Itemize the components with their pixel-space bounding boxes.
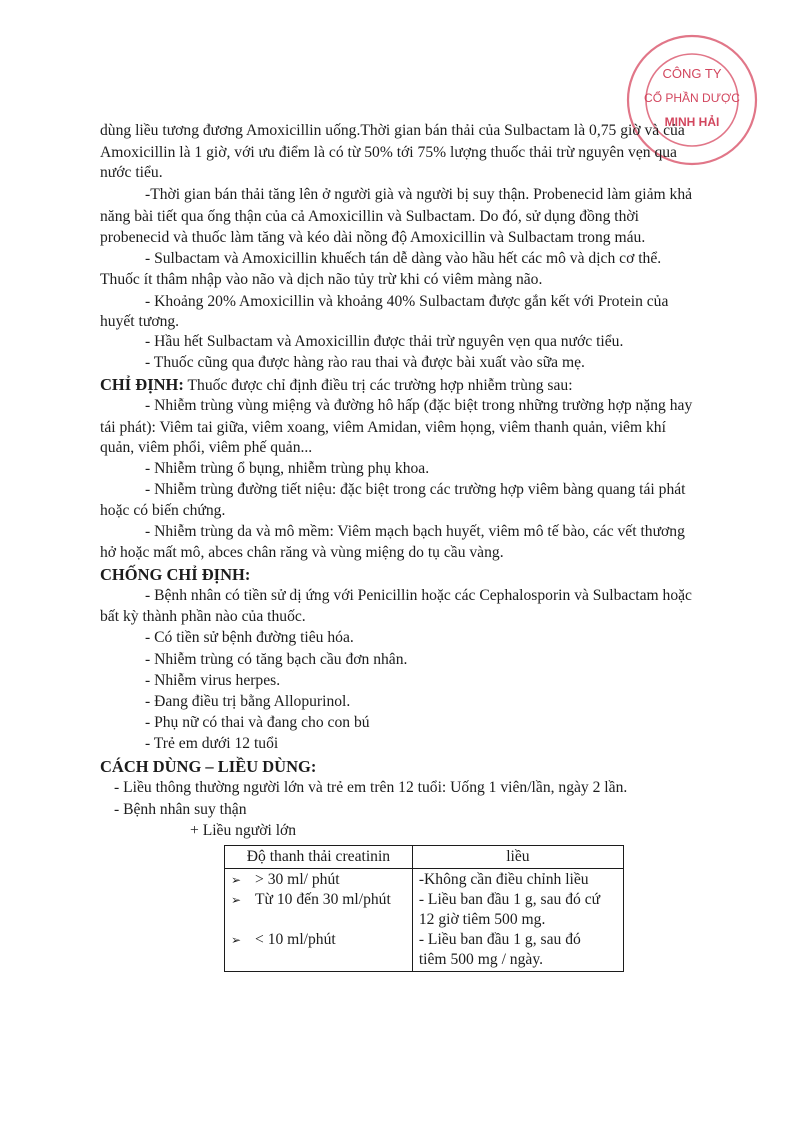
- contraindication-line: - Có tiền sử bệnh đường tiêu hóa.: [145, 629, 354, 646]
- body-line: - Hầu hết Sulbactam và Amoxicillin được thải trừ nguyên vẹn qua nước tiểu.: [145, 333, 624, 350]
- indication-line: hở hoặc mất mô, abces chân răng và vùng miệng do tụ cầu vàng.: [100, 544, 504, 561]
- seal-text-line2: CỔ PHẦN DƯỢC: [644, 91, 740, 105]
- table-header-row: [225, 846, 624, 869]
- spacer: [231, 910, 406, 930]
- body-line: - Thuốc cũng qua được hàng rào rau thai và được bài xuất vào sữa mẹ.: [145, 354, 585, 371]
- indication-line: quản, viêm phổi, viêm phế quản...: [100, 439, 313, 456]
- arrow-bullet-icon: ➢: [231, 933, 242, 947]
- clearance-item: [231, 870, 406, 890]
- body-line: -Thời gian bán thải tăng lên ở người già và người bị suy thận. Probenecid làm giảm khả: [145, 186, 693, 203]
- table-header-clearance: Độ thanh thải creatinin: [225, 846, 413, 869]
- contraindication-line: - Phụ nữ có thai và đang cho con bú: [145, 714, 370, 731]
- clearance-item: [231, 930, 406, 950]
- contraindication-line: - Trẻ em dưới 12 tuổi: [145, 735, 279, 752]
- body-line: Amoxicillin là 1 giờ, với ưu điểm là có từ 50% tới 75% lượng thuốc thải trừ nguyên vẹn qua: [100, 144, 677, 161]
- dosage-line: + Liều người lớn: [190, 822, 297, 839]
- clearance-value: < 10 ml/phút: [255, 931, 336, 948]
- contraindications-heading: CHỐNG CHỈ ĐỊNH:: [100, 565, 251, 584]
- dosage-line: - Liều thông thường người lớn và trẻ em trên 12 tuổi: Uống 1 viên/lần, ngày 2 lần.: [114, 779, 628, 796]
- body-line: năng bài tiết qua ống thận của cả Amoxicillin và Sulbactam. Do đó, sử dụng đồng thời: [100, 208, 639, 225]
- indications-title: CHỈ ĐỊNH:: [100, 375, 184, 394]
- seal-text-line3: MINH HẢI: [664, 115, 720, 129]
- arrow-bullet-icon: ➢: [231, 893, 242, 907]
- dose-line: 12 giờ tiêm 500 mg.: [418, 911, 546, 928]
- dose-line: -Không cần điều chỉnh liều: [418, 871, 589, 888]
- indication-line: hoặc có biến chứng.: [100, 502, 226, 519]
- dose-line: tiêm 500 mg / ngày.: [418, 951, 543, 968]
- indication-line: - Nhiễm trùng vùng miệng và đường hô hấp (đặc biệt trong những trường hợp nặng hay: [145, 397, 693, 414]
- dosage-heading: CÁCH DÙNG – LIỀU DÙNG:: [100, 757, 317, 776]
- table-cell-clearance: [225, 869, 413, 972]
- body-line: nước tiểu.: [100, 164, 163, 181]
- clearance-value: > 30 ml/ phút: [255, 871, 340, 888]
- table-header-dose: liều: [412, 846, 623, 869]
- dose-line: - Liều ban đầu 1 g, sau đó cứ: [418, 891, 601, 908]
- body-line: Thuốc ít thâm nhập vào não và dịch não tủy trừ khi có viêm màng não.: [100, 271, 543, 288]
- indication-line: - Nhiễm trùng đường tiết niệu: đặc biệt trong các trường hợp viêm bàng quang tái phát: [145, 481, 686, 498]
- table-row: [225, 869, 624, 972]
- body-line: probenecid và thuốc làm tăng và kéo dài nồng độ Amoxicillin và Sulbactam trong máu.: [100, 229, 646, 246]
- indication-line: tái phát): Viêm tai giữa, viêm xoang, viêm Amidan, viêm họng, viêm thanh quản, viêm khí: [100, 419, 666, 436]
- arrow-bullet-icon: ➢: [231, 873, 242, 887]
- table-cell-dose: [412, 869, 623, 972]
- indications-intro: Thuốc được chỉ định điều trị các trường hợp nhiễm trùng sau:: [183, 377, 573, 394]
- body-line: dùng liều tương đương Amoxicillin uống.Thời gian bán thải của Sulbactam là 0,75 giờ và của: [100, 122, 685, 139]
- contraindication-line: - Bệnh nhân có tiền sử dị ứng với Penicillin hoặc các Cephalosporin và Sulbactam hoặc: [145, 587, 692, 604]
- renal-dosage-table: [224, 845, 624, 972]
- contraindication-line: - Nhiễm virus herpes.: [145, 672, 281, 689]
- body-line: huyết tương.: [100, 313, 180, 330]
- seal-text-line1: CÔNG TY: [662, 66, 722, 81]
- indication-line: - Nhiễm trùng ổ bụng, nhiễm trùng phụ khoa.: [145, 460, 430, 477]
- body-line: - Sulbactam và Amoxicillin khuếch tán dễ dàng vào hầu hết các mô và dịch cơ thể.: [145, 250, 662, 267]
- indications-heading: [100, 375, 573, 396]
- clearance-value: Từ 10 đến 30 ml/phút: [255, 891, 391, 908]
- contraindication-line: - Đang điều trị bằng Allopurinol.: [145, 693, 351, 710]
- contraindication-line: bất kỳ thành phần nào của thuốc.: [100, 608, 306, 625]
- clearance-item: [231, 890, 406, 910]
- contraindication-line: - Nhiễm trùng có tăng bạch cầu đơn nhân.: [145, 651, 408, 668]
- dose-line: - Liều ban đầu 1 g, sau đó: [418, 931, 581, 948]
- body-line: - Khoảng 20% Amoxicillin và khoảng 40% Sulbactam được gắn kết với Protein của: [145, 293, 669, 310]
- dosage-line: - Bệnh nhân suy thận: [114, 801, 247, 818]
- indication-line: - Nhiễm trùng da và mô mềm: Viêm mạch bạch huyết, viêm mô tế bào, các vết thương: [145, 523, 685, 540]
